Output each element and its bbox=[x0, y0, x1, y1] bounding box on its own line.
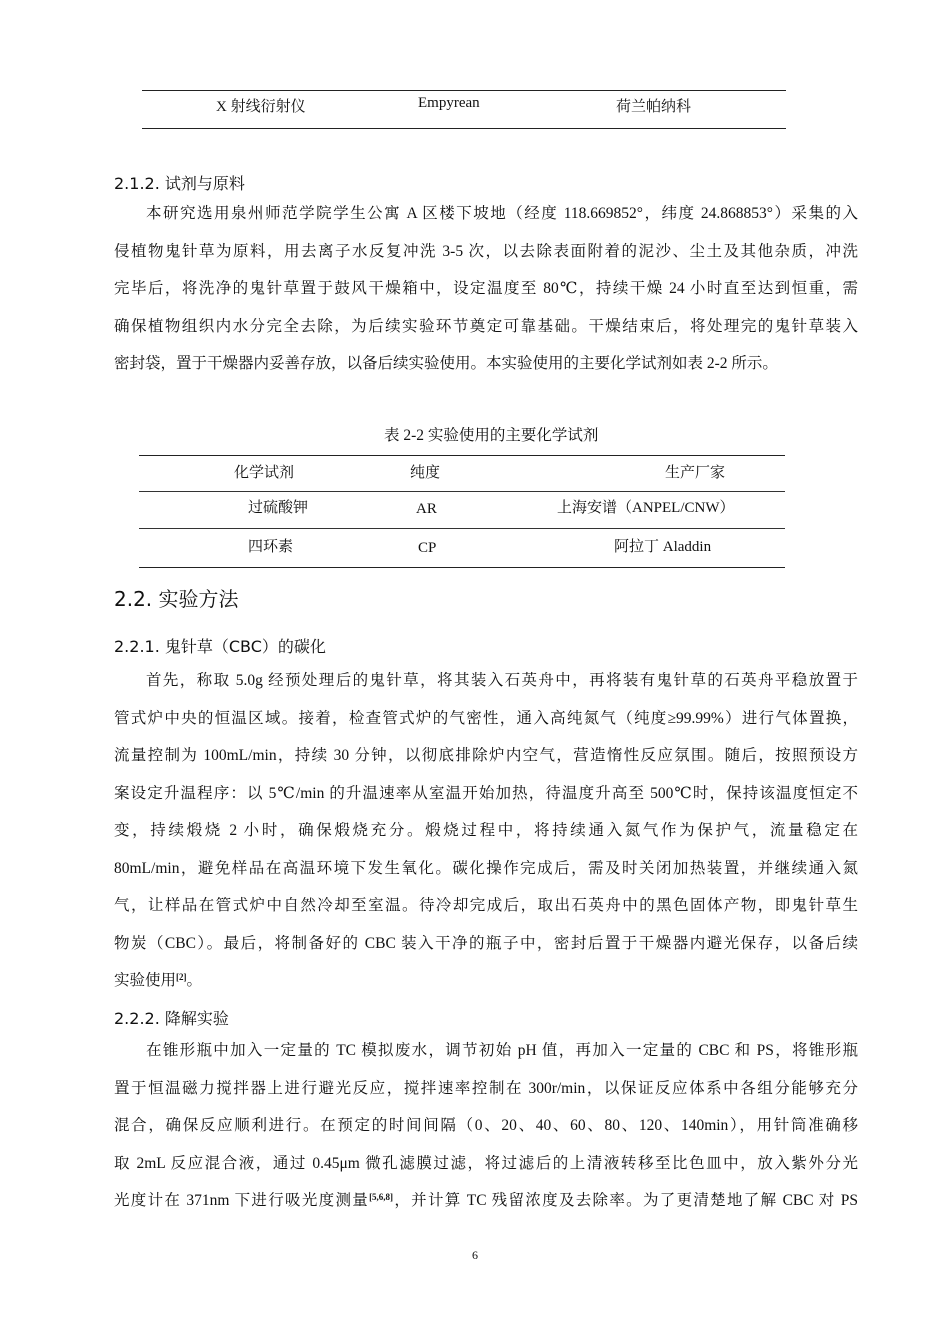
citation: [2] bbox=[176, 972, 187, 982]
text-fragment: 光度计在 371nm 下进行吸光度测量 bbox=[114, 1192, 370, 1209]
text-line: 80mL/min，避免样品在高温环境下发生氧化。碳化操作完成后，需及时关闭加热装置，并继续通入氮 bbox=[114, 859, 858, 877]
section-heading-2-2: 2.2. 实验方法 bbox=[114, 587, 239, 611]
table-top-rule bbox=[142, 90, 786, 91]
text-line: 首先，称取 5.0g 经预处理后的鬼针草，将其装入石英舟中，再将装有鬼针草的石英舟平稳放置于 bbox=[146, 672, 858, 689]
table-cell: 荷兰帕纳科 bbox=[616, 99, 692, 115]
section-heading-2-2-1: 2.2.1. 鬼针草（CBC）的碳化 bbox=[114, 637, 326, 656]
table-cell: AR bbox=[416, 501, 437, 517]
table-cell: 四环素 bbox=[248, 539, 294, 555]
table-header: 纯度 bbox=[410, 465, 441, 481]
section-heading-2-2-2: 2.2.2. 降解实验 bbox=[114, 1009, 229, 1028]
table-row-rule bbox=[139, 528, 785, 529]
text-line: 变，持续煅烧 2 小时，确保煅烧充分。煅烧过程中，将持续通入氮气作为保护气，流量稳定在 bbox=[114, 822, 858, 839]
text-line: 物炭（CBC）。最后，将制备好的 CBC 装入干净的瓶子中，密封后置于干燥器内避光保存，以备后续 bbox=[114, 934, 858, 952]
table-header: 生产厂家 bbox=[665, 465, 726, 481]
text-line: 气，让样品在管式炉中自然冷却至室温。待冷却完成后，取出石英舟中的黑色固体产物，即鬼针草生 bbox=[114, 897, 858, 914]
table-cell: 上海安谱（ANPEL/CNW） bbox=[557, 500, 735, 516]
text-line: 取 2mL 反应混合液，通过 0.45μm 微孔滤膜过滤，将过滤后的上清液转移至比色皿中，放入紫外分光 bbox=[114, 1154, 858, 1172]
table-header: 化学试剂 bbox=[234, 465, 295, 481]
text-line: 管式炉中央的恒温区域。接着，检查管式炉的气密性，通入高纯氮气（纯度≥99.99%）进行气体置换， bbox=[114, 709, 858, 727]
text-line: 密封袋，置于干燥器内妥善存放，以备后续实验使用。本实验使用的主要化学试剂如表 2-2 所示。 bbox=[114, 355, 778, 372]
paragraph-carbonization-cont bbox=[114, 700, 858, 1000]
table-top-rule bbox=[139, 455, 785, 456]
table-cell: CP bbox=[418, 540, 437, 556]
table-header-rule bbox=[139, 491, 785, 492]
text-line: 侵植物鬼针草为原料，用去离子水反复冲洗 3-5 次，以去除表面附着的泥沙、尘土及其他杂质，冲洗 bbox=[114, 242, 858, 260]
text-fragment: 实验使用 bbox=[114, 972, 177, 989]
text-fragment: ，并计算 TC 残留浓度及去除率。为了更清楚地了解 CBC 对 PS bbox=[393, 1192, 858, 1209]
paragraph-materials-cont bbox=[114, 233, 858, 383]
text-line: 在锥形瓶中加入一定量的 TC 模拟废水，调节初始 pH 值，再加入一定量的 CBC 和 PS，将锥形瓶 bbox=[146, 1042, 858, 1059]
text-line: 完毕后，将洗净的鬼针草置于鼓风干燥箱中，设定温度至 80℃，持续干燥 24 小时直至达到恒重，需 bbox=[114, 280, 858, 297]
text-line bbox=[114, 962, 858, 1000]
text-line: 确保植物组织内水分完全去除，为后续实验环节奠定可靠基础。干燥结束后，将处理完的鬼针草装入 bbox=[114, 317, 858, 335]
table-caption: 表 2-2 实验使用的主要化学试剂 bbox=[384, 427, 599, 444]
section-heading-2-1-2: 2.1.2. 试剂与原料 bbox=[114, 174, 245, 193]
citation: [5,6,8] bbox=[369, 1192, 394, 1202]
page-number: 6 bbox=[472, 1248, 478, 1262]
paragraph-degradation bbox=[114, 1032, 858, 1070]
table-cell: 阿拉丁 Aladdin bbox=[614, 539, 712, 555]
paragraph-carbonization bbox=[114, 662, 858, 700]
table-cell: Empyrean bbox=[418, 95, 480, 111]
paragraph-degradation-cont bbox=[114, 1070, 858, 1220]
paragraph-materials bbox=[114, 195, 858, 233]
text-fragment: 。 bbox=[186, 972, 203, 989]
table-bottom-rule bbox=[139, 567, 785, 568]
table-cell: 过硫酸钾 bbox=[248, 500, 309, 516]
text-line: 流量控制为 100mL/min，持续 30 分钟，以彻底排除炉内空气，营造惰性反应氛围。随后，按照预设方 bbox=[114, 747, 858, 764]
text-line: 混合，确保反应顺利进行。在预定的时间间隔（0、20、40、60、80、120、140min），用针筒准确移 bbox=[114, 1117, 858, 1134]
text-line bbox=[114, 1182, 858, 1220]
text-line: 案设定升温程序：以 5℃/min 的升温速率从室温开始加热，待温度升高至 500℃时，保持该温度恒定不 bbox=[114, 784, 858, 802]
table-bottom-rule bbox=[142, 128, 786, 129]
text-line: 置于恒温磁力搅拌器上进行避光反应，搅拌速率控制在 300r/min，以保证反应体系中各组分能够充分 bbox=[114, 1079, 858, 1097]
table-cell: X 射线衍射仪 bbox=[216, 99, 306, 115]
text-line: 本研究选用泉州师范学院学生公寓 A 区楼下坡地（经度 118.669852°，纬度 24.868853°）采集的入 bbox=[146, 205, 858, 222]
